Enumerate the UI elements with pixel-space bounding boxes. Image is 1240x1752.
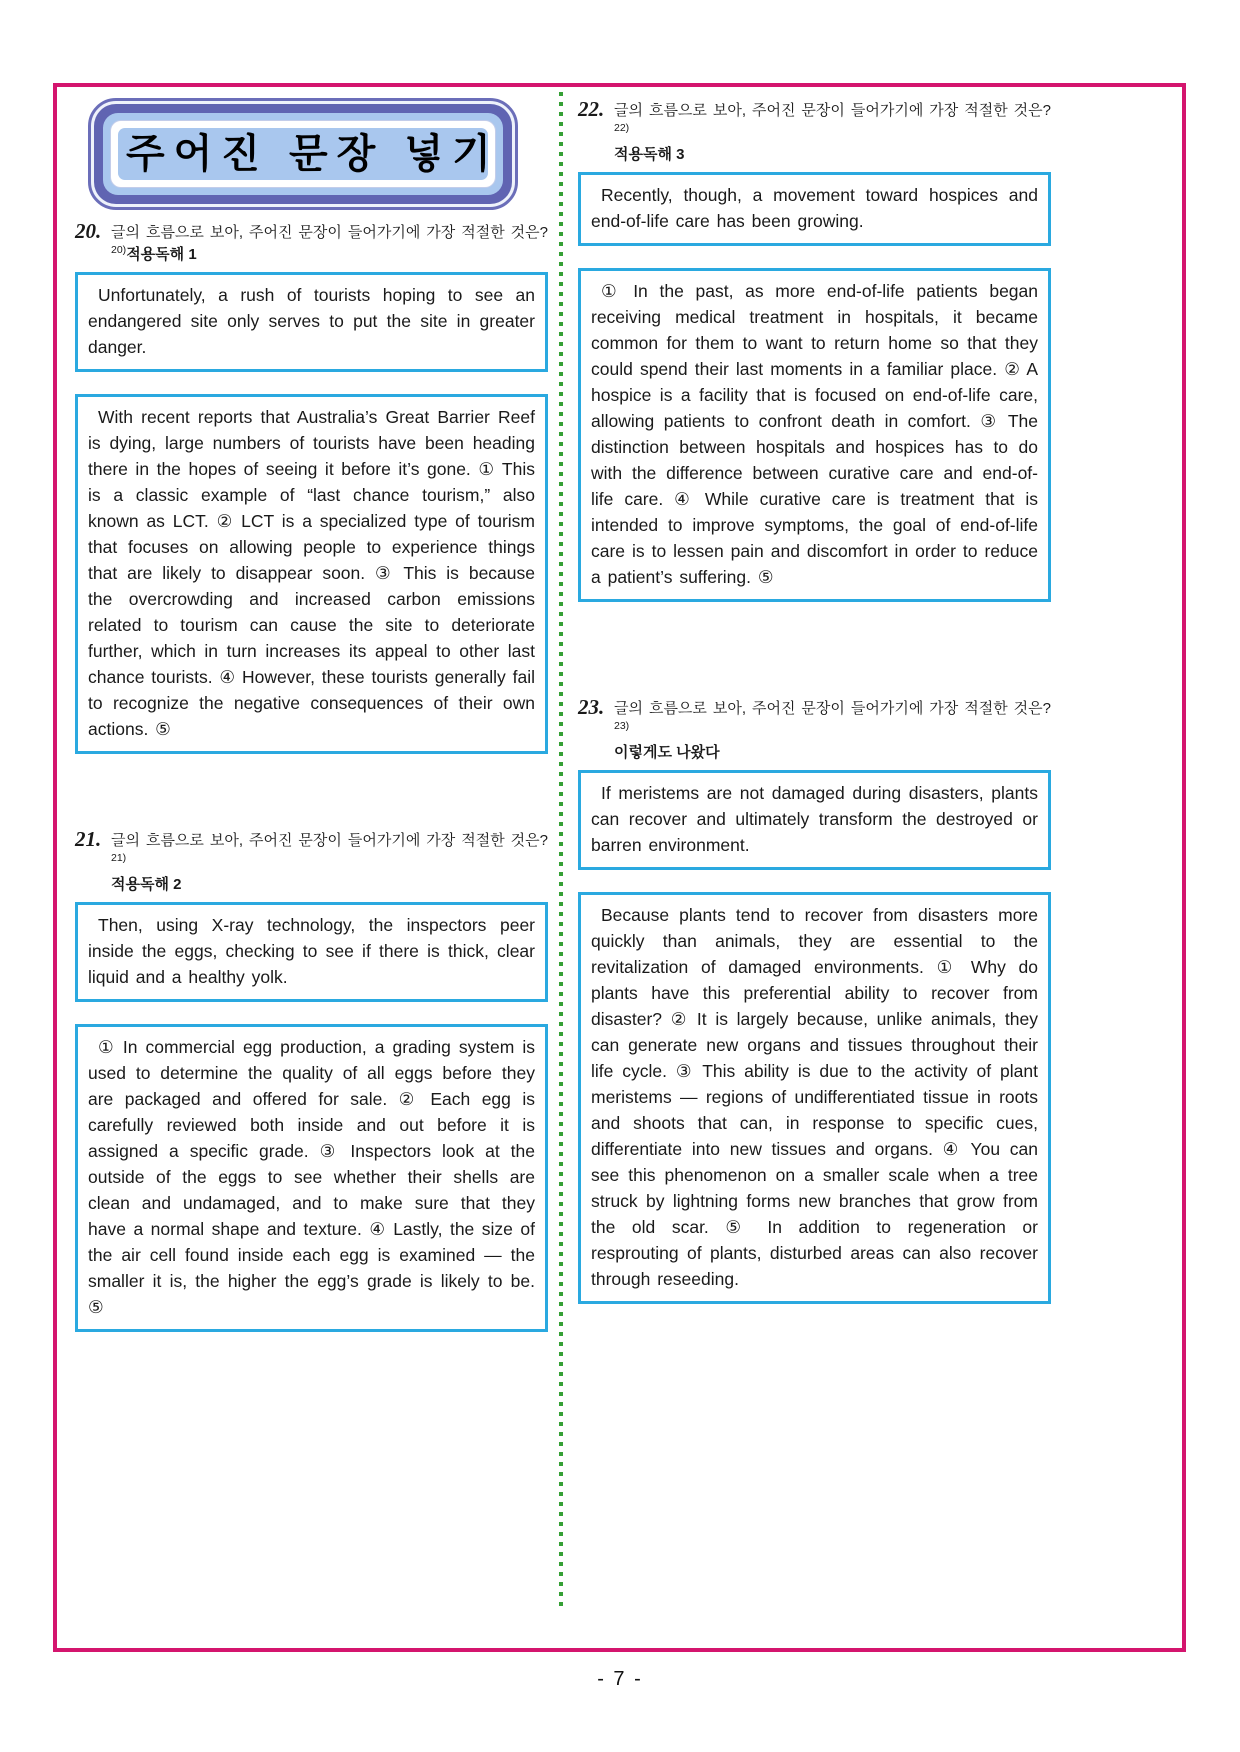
given-sentence: Then, using X-ray technology, the inspectors peer inside the eggs, checking to see if there is thick, clear liquid and a healthy yolk. <box>88 915 535 987</box>
banner-frame-inner <box>118 128 500 180</box>
source-tag: 적용독해 1 <box>126 246 197 263</box>
given-sentence-box <box>75 272 548 372</box>
passage-box <box>578 892 1051 1304</box>
chapter-banner <box>88 98 518 210</box>
question-number: 21. <box>75 827 102 851</box>
question-number: 22. <box>578 97 605 121</box>
passage-box <box>75 1024 548 1332</box>
question-22-header <box>578 97 1051 166</box>
given-sentence: Recently, though, a movement toward hospices and end-of-life care has been growing. <box>591 185 1038 231</box>
passage-text: ① In the past, as more end-of-life patients began receiving medical treatment in hospitals, it became common for them to want to return home so that they could spend their last moments in a familiar place. ② A hospice is a facility that is focused on end-of-life care, allowing patients to confront death in comfort. ③ The distinction between hospitals and hospices has to do with the difference between curative care and end-of-life care. ④ While curative care is treatment that is intended to improve symptoms, the goal of end-of-life care is to lessen pain and discomfort in order to reduce a patient’s suffering. ⑤ <box>591 281 1038 587</box>
given-sentence-box <box>578 770 1051 870</box>
question-number: 23. <box>578 695 605 719</box>
question-block-21 <box>75 827 548 1354</box>
question-prompt: 글의 흐름으로 보아, 주어진 문장이 들어가기에 가장 적절한 것은?$^{21)}$ 적용독해 2 <box>111 832 548 896</box>
passage-box <box>578 268 1051 602</box>
column-divider <box>559 92 563 1608</box>
given-sentence: If meristems are not damaged during disasters, plants can recover and ultimately transform the destroyed or barren environment. <box>591 783 1038 855</box>
footnote-marker: 23) <box>614 720 630 732</box>
question-prompt: 글의 흐름으로 보아, 주어진 문장이 들어가기에 가장 적절한 것은?$^{20)}$적용독해 1 <box>111 224 548 263</box>
source-tag: 이렇게도 나왔다 <box>614 744 720 761</box>
banner-frame-white <box>110 120 500 188</box>
banner-frame-outer <box>88 98 518 210</box>
passage-box <box>75 394 548 754</box>
footnote-marker: 22) <box>614 122 630 134</box>
question-number: 20. <box>75 219 102 243</box>
question-block-20 <box>75 219 548 776</box>
passage-text: ① In commercial egg production, a grading system is used to determine the quality of all eggs before they are packaged and offered for sale. ② Each egg is carefully reviewed both inside and out before it is assigned a specific grade. ③ Inspectors look at the outside of the eggs to see whether their shells are clean and undamaged, and to make sure that they have a normal shape and texture. ④ Lastly, the size of the air cell found inside each egg is examined — the smaller it is, the higher the egg’s grade is likely to be. ⑤ <box>88 1037 535 1317</box>
question-21-header <box>75 827 548 896</box>
page-number: - 7 - <box>597 1668 643 1690</box>
footnote-marker: 20) <box>111 244 127 256</box>
passage-text: With recent reports that Australia’s Great Barrier Reef is dying, large numbers of tourists have been heading there in the hopes of seeing it before it’s gone. ① This is a classic example of “last chance tourism,” also known as LCT. ② LCT is a specialized type of tourism that focuses on allowing people to experience things that are likely to disappear soon. ③ This is because the overcrowding and increased carbon emissions related to tourism can cause the site to deteriorate further, which in turn increases its appeal to other last chance tourists. ④ However, these tourists generally fail to recognize the negative consequences of their own actions. ⑤ <box>88 407 535 739</box>
passage-text: Because plants tend to recover from disasters more quickly than animals, they are essential to the revitalization of damaged environments. ① Why do plants have this preferential ability to recover from disaster? ② It is largely because, unlike animals, they can generate new organs and tissues throughout their life cycle. ③ This ability is due to the activity of plant meristems — regions of undifferentiated tissue in roots and shoots that can, in response to specific cues, differentiate into new tissues and organs. ④ You can see this phenomenon on a smaller scale when a tree struck by lightning forms new branches that grow from the old scar. ⑤ In addition to regeneration or resprouting of plants, disturbed areas can also recover through reseeding. <box>591 905 1038 1289</box>
banner-frame-purple <box>94 104 512 204</box>
question-20-header <box>75 219 548 266</box>
given-sentence-box <box>578 172 1051 246</box>
footnote-marker: 21) <box>111 852 127 864</box>
given-sentence-box <box>75 902 548 1002</box>
source-tag: 적용독해 2 <box>111 876 182 893</box>
question-block-22 <box>578 97 1051 624</box>
question-block-23 <box>578 695 1051 1326</box>
question-23-header <box>578 695 1051 764</box>
banner-frame-lightblue <box>103 113 503 195</box>
source-tag: 적용독해 3 <box>614 146 685 163</box>
question-prompt: 글의 흐름으로 보아, 주어진 문장이 들어가기에 가장 적절한 것은?$^{23)}$ 이렇게도 나왔다 <box>614 700 1051 764</box>
given-sentence: Unfortunately, a rush of tourists hoping to see an endangered site only serves to put the site in greater danger. <box>88 285 535 357</box>
chapter-title: 주어진 문장 넣기 <box>126 132 500 176</box>
question-prompt: 글의 흐름으로 보아, 주어진 문장이 들어가기에 가장 적절한 것은?$^{22)}$ 적용독해 3 <box>614 102 1051 166</box>
